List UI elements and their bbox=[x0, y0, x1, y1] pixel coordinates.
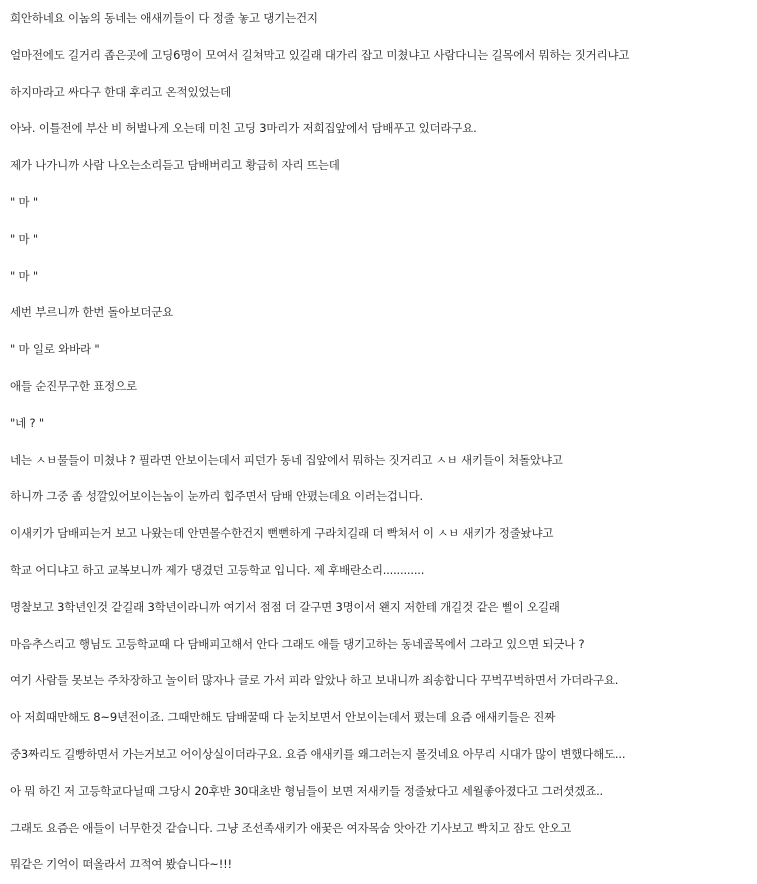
text-line: 제가 나가니까 사람 나오는소리듣고 담배버리고 황급히 자리 뜨는데 bbox=[10, 158, 340, 173]
text-line: 마음추스리고 행님도 고등학교때 다 담배피고해서 안다 그래도 애들 댕기고하는 동네골목에서 그라고 있으면 되긋나 ? bbox=[10, 636, 585, 651]
text-line: 그래도 요즘은 애들이 너무한것 같습니다. 그냥 조선족새키가 애꿎은 여자목숨 앗아간 기사보고 빡치고 잠도 안오고 bbox=[10, 820, 572, 835]
text-line: 얼마전에도 길거리 좁은곳에 고딩6명이 모여서 길쳐막고 있길래 대가리 잡고 미쳤냐고 사람다니는 길목에서 뭐하는 짓거리냐고 bbox=[10, 47, 630, 62]
text-line: 하니까 그중 좀 성깔있어보이는놈이 눈까리 힙주면서 담배 안폈는데요 이러는겁니다. bbox=[10, 489, 423, 504]
text-line: 학교 어디냐고 하고 교복보니까 제가 댕겼던 고등학교 입니다. 제 후배란소리............ bbox=[10, 562, 425, 577]
text-line: 네는 ㅅㅂ물들이 미쳤냐 ? 필라면 안보이는데서 피던가 동네 집앞에서 뭐하는 짓거리고 ㅅㅂ 새키들이 쳐돌았냐고 bbox=[10, 452, 563, 467]
text-line: 세번 부르니까 한번 돌아보더군요 bbox=[10, 305, 174, 320]
text-line: 중3짜리도 길빵하면서 가는거보고 어이상실이더라구요. 요즘 애새키를 왜그러는지 몰것네요 아무리 시대가 많이 변했다해도... bbox=[10, 746, 626, 761]
text-line: " 마 " bbox=[10, 268, 38, 283]
text-line: " 마 일로 와바라 " bbox=[10, 342, 100, 357]
post-body bbox=[10, 0, 755, 883]
text-line: "네 ? " bbox=[10, 415, 44, 430]
text-line: 하지마라고 싸다구 한대 후리고 온적있었는데 bbox=[10, 84, 232, 99]
text-line: 여기 사람들 못보는 주차장하고 놀이터 많자나 글로 가서 피라 알았나 하고 보내니까 죄송합니다 꾸벅꾸벅하면서 가더라구요. bbox=[10, 673, 619, 688]
text-line: 뭐같은 기억이 떠올라서 끄적여 봤습니다~!!! bbox=[10, 857, 232, 872]
text-line: 아 저희때만해도 8~9년전이죠. 그때만해도 담배꿀때 다 눈치보면서 안보이는데서 폈는데 요즘 애새키들은 진짜 bbox=[10, 710, 556, 725]
text-line: 아 뭐 하긴 저 고등학교다닐때 그당시 20후반 30대초반 형님들이 보면 저새키들 정줄놨다고 세월좋아졌다고 그러셧겠죠.. bbox=[10, 783, 604, 798]
text-line: " 마 " bbox=[10, 231, 38, 246]
text-line: 명찰보고 3학년인것 같길래 3학년이라니까 여기서 점점 더 갈구면 3명이서 왠지 저한테 개길것 같은 삘이 오길래 bbox=[10, 599, 560, 614]
text-line: 애들 순진무구한 표정으로 bbox=[10, 378, 137, 393]
text-line: 희안하네요 이놈의 동네는 애새끼들이 다 정줄 놓고 댕기는건지 bbox=[10, 11, 318, 25]
text-line: 아놔. 이틀전에 부산 비 허벌나게 오는데 미친 고딩 3마리가 저희집앞에서 담배푸고 있더라구요. bbox=[10, 121, 477, 136]
text-line: " 마 " bbox=[10, 194, 38, 209]
text-line: 이새키가 담배피는거 보고 나왔는데 안면몰수한건지 뻔뻔하게 구라치길래 더 빡쳐서 이 ㅅㅂ 새키가 정줄놨냐고 bbox=[10, 526, 554, 541]
